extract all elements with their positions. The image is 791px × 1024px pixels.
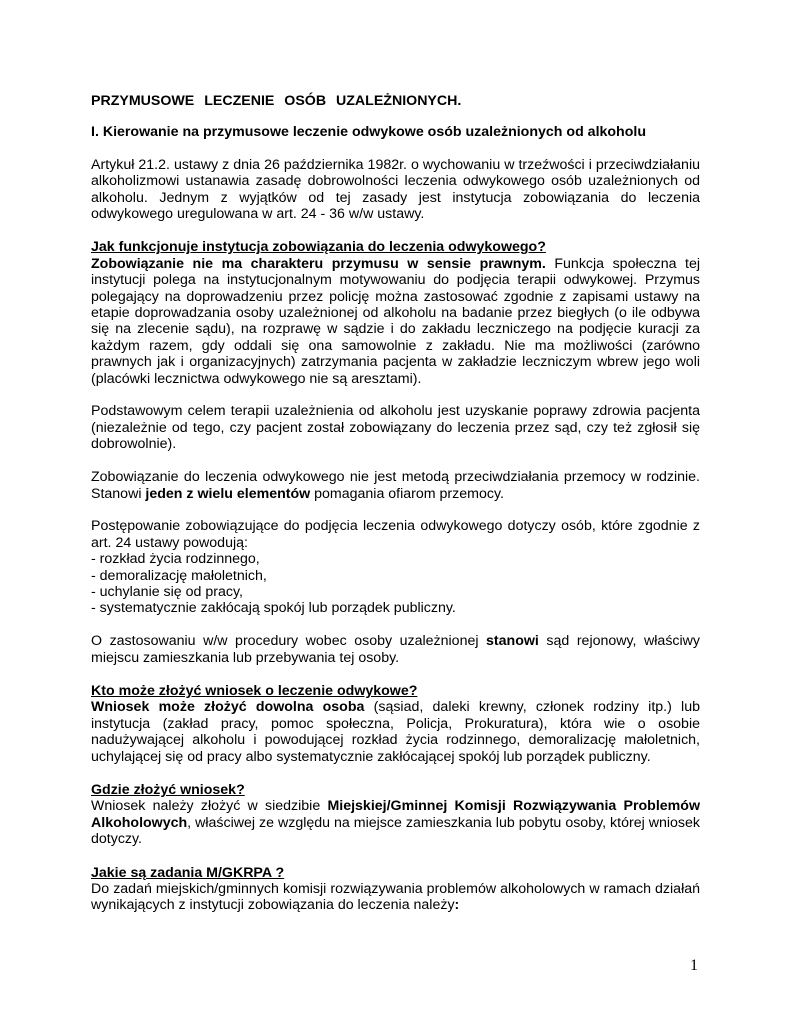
text: O zastosowaniu w/w procedury wobec osoby uzależnionej <box>91 633 487 650</box>
intro-paragraph: Artykuł 21.2. ustawy z dnia 26 października 1982r. o wychowaniu w trzeźwości i przeciwdziałaniu alkoholizmowi ustanawia zasadę dobrowolności leczenia odwykowego osób uzależnionych od alkoholu. Jednym z wyjątków od tej zasady jest instytucja zobowiązania do leczenia odwykowego uregulowana w art. 24 - 36 w/w ustawy. <box>91 156 700 223</box>
question-heading: Kto może złożyć wniosek o leczenie odwykowe? <box>91 682 418 699</box>
bold-lead: Zobowiązanie nie ma charakteru przymusu w sensie prawnym. <box>91 255 546 272</box>
list-item: - demoralizację małoletnich, <box>91 567 267 584</box>
question-block-3 <box>91 782 700 848</box>
conditions-block <box>91 518 700 616</box>
paragraph <box>91 633 700 666</box>
text: Zobowiązanie do leczenia odwykowego nie jest metodą przeciwdziałania przemocy w rodzinie. Stanowi <box>91 469 700 502</box>
question-heading: Jak funkcjonuje instytucja zobowiązania do leczenia odwykowego? <box>91 239 546 256</box>
question-answer <box>91 881 700 914</box>
list-item: - uchylanie się od pracy, <box>91 583 243 600</box>
paragraph: Podstawowym celem terapii uzależnienia od alkoholu jest uzyskanie poprawy zdrowia pacjenta (niezależnie od tego, czy pacjent został zobowiązany do leczenia przez sąd, czy też zgłosił się dobrowolnie). <box>91 403 700 453</box>
answer-text: (sąsiad, daleki krewny, członek rodziny itp.) lub instytucja (zakład pracy, pomoc społeczna, Policja, Prokuratura), która wie o osobie nadużywającej alkoholu i powodującej rozkład życia rodzinnego, demoralizację małoletnich, uchylającej się od pracy albo systematycznie zakłócającej spokój lub porządek publiczny. <box>91 699 700 765</box>
question-block-2 <box>91 683 700 765</box>
section-heading: I. Kierowanie na przymusowe leczenie odwykowe osób uzależnionych od alkoholu <box>91 124 647 141</box>
answer-text: Funkcja społeczna tej instytucji polega na instytucjonalnym motywowaniu do podjęcia terapii odwykowej. Przymus polegający na doprowadzeniu przez policję można zastosować zgodnie z zapisami ustawy na etapie doprowadzania osoby uzależnionej od alkoholu na badanie przez biegłych (o ile odbywa się na zlecenie sądu), na rozprawę w sądzie i do zakładu leczniczego na podjęcie kuracji za każdym razem, gdy oddali się ona samowolnie z zakładu. Nie ma możliwości (zarówno prawnych jak i organizacyjnych) zatrzymania pacjenta w zakładzie leczniczym wbrew jego woli (placówki lecznictwa odwykowego nie są aresztami). <box>91 255 701 387</box>
bold-text: stanowi <box>486 633 539 650</box>
document-title: PRZYMUSOWE LECZENIE OSÓB UZALEŻNIONYCH. <box>91 93 462 109</box>
question-answer <box>91 256 700 387</box>
paragraph: Postępowanie zobowiązujące do podjęcia leczenia odwykowego dotyczy osób, które zgodnie z art. 24 ustawy powodują: <box>91 518 700 551</box>
bold-lead: Wniosek może złożyć dowolna osoba <box>91 699 365 716</box>
question-answer <box>91 798 700 847</box>
text: sąd rejonowy, właściwy miejscu zamieszkania lub przebywania tej osoby. <box>91 633 700 666</box>
bold-text: Miejskiej/Gminnej Komisji Rozwiązywania Problemów Alkoholowych <box>91 798 700 831</box>
text: pomagania ofiarom przemocy. <box>310 485 504 502</box>
text: , właściwej ze względu na miejsce zamieszkania lub pobytu osoby, której wniosek dotyczy. <box>91 814 700 848</box>
paragraph <box>91 469 700 502</box>
list-item: - systematycznie zakłócają spokój lub porządek publiczny. <box>91 600 456 617</box>
text: Wniosek należy złożyć w siedzibie <box>91 798 328 815</box>
question-answer <box>91 699 700 765</box>
document-page <box>91 93 700 914</box>
page-number: 1 <box>690 957 698 974</box>
question-heading: Jakie są zadania M/GKRPA ? <box>91 864 285 881</box>
text: Do zadań miejskich/gminnych komisji rozwiązywania problemów alkoholowych w ramach działań wynikających z instytucji zobowiązania do leczenia należy <box>91 881 700 914</box>
question-block-4 <box>91 865 700 914</box>
bold-text: : <box>454 897 460 914</box>
list-item: - rozkład życia rodzinnego, <box>91 551 260 568</box>
question-block-1 <box>91 239 700 387</box>
conditions-list <box>91 551 700 617</box>
question-heading: Gdzie złożyć wniosek? <box>91 781 245 798</box>
bold-text: jeden z wielu elementów <box>145 485 311 502</box>
